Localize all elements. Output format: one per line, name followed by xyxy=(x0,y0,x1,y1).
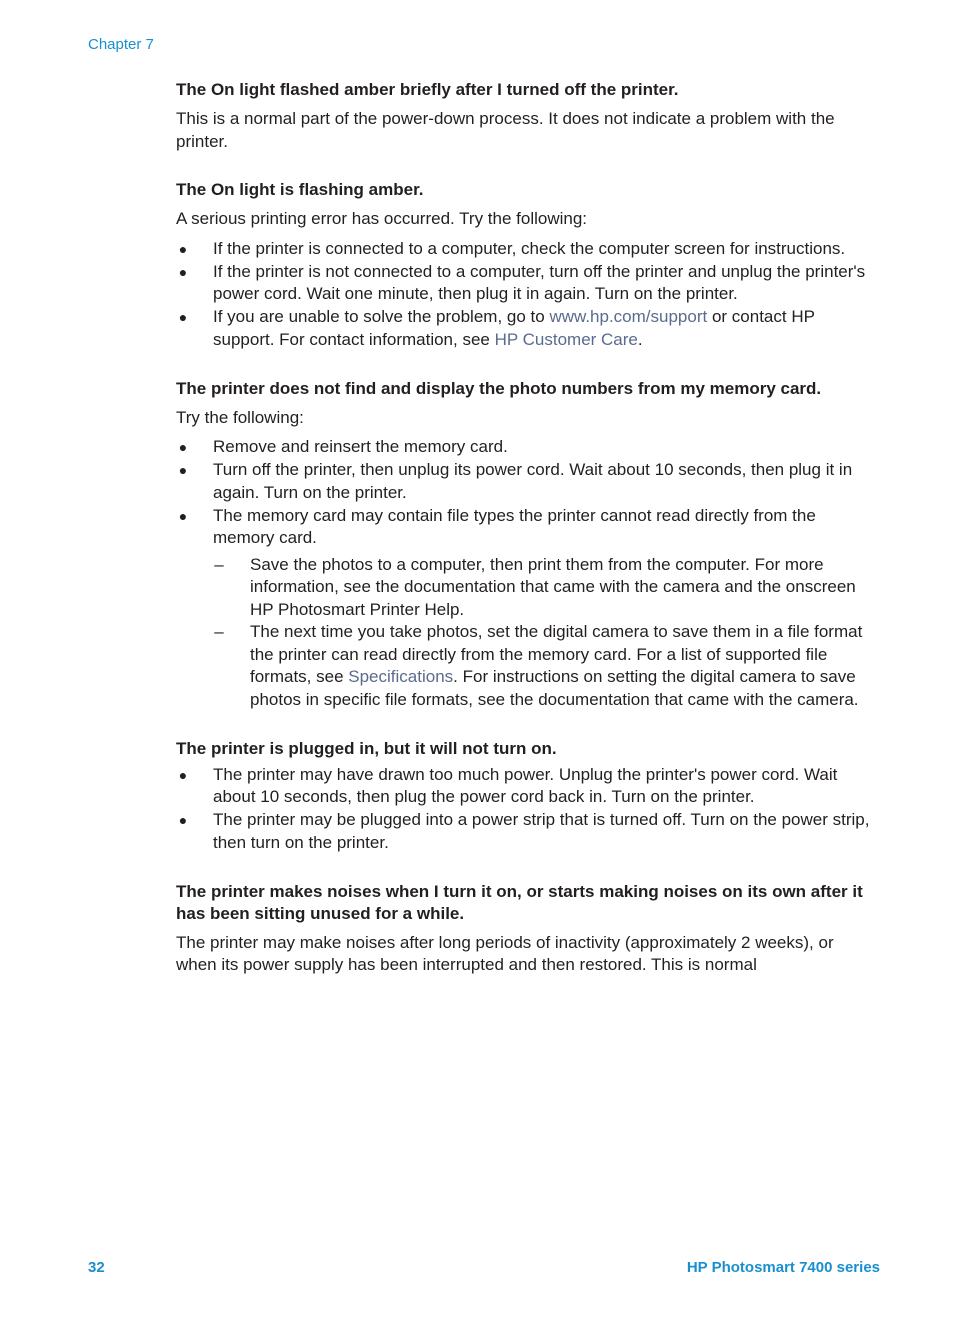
page-number: 32 xyxy=(88,1259,105,1276)
sub-list-item: – Save the photos to a computer, then print them from the computer. For more information, see the documentation that came with the camera and the onscreen HP Photosmart Printer Help. xyxy=(214,554,856,619)
hp-support-link[interactable]: www.hp.com/support xyxy=(549,307,708,326)
list-item: ● The printer may have drawn too much power. Unplug the printer's power cord. Wait about 10 seconds, then plug the power cord back in. Turn on the printer. xyxy=(176,764,876,809)
section-body: The printer may make noises after long periods of inactivity (approximately 2 weeks), or when its power supply has been interrupted and then restored. This is normal xyxy=(176,932,834,974)
list-item: ● Remove and reinsert the memory card. xyxy=(176,436,876,459)
bullet-icon: ● xyxy=(178,240,188,257)
section-heading: The printer does not find and display the photo numbers from my memory card. xyxy=(176,378,822,398)
list-item: ● The printer may be plugged into a power strip that is turned off. Turn on the power strip, then turn on the printer. xyxy=(176,809,876,854)
section-intro: A serious printing error has occurred. Try the following: xyxy=(176,209,588,228)
page-content xyxy=(176,79,876,977)
section-heading: The printer makes noises when I turn it on, or starts making noises on its own after it has been sitting unused for a while. xyxy=(176,881,863,923)
product-name: HP Photosmart 7400 series xyxy=(686,1259,880,1276)
bullet-icon: ● xyxy=(178,812,188,828)
section-heading: The printer is plugged in, but it will not turn on. xyxy=(176,738,557,758)
list-item: ● If you are unable to solve the problem, go to www.hp.com/support or contact HP support. For contact information, see HP Customer Care. xyxy=(176,306,876,351)
specifications-link[interactable]: Specifications xyxy=(348,667,454,686)
chapter-header: Chapter 7 xyxy=(88,36,154,53)
section-heading: The On light is flashing amber. xyxy=(176,180,424,199)
section-body: This is a normal part of the power-down process. It does not indicate a problem with the printer. xyxy=(176,109,835,151)
section-intro: Try the following: xyxy=(176,407,304,427)
dash-icon: – xyxy=(214,622,224,641)
sub-list-item: – The next time you take photos, set the digital camera to save them in a file format the printer can read directly from the memory card. For a list of supported file formats, see Specifications. For instructions on setting the digital camera to save photos in specific file formats, see the documentation that came with the camera. xyxy=(214,622,863,709)
bullet-icon: ● xyxy=(178,507,188,524)
bullet-icon: ● xyxy=(178,263,188,280)
bullet-icon: ● xyxy=(178,309,188,325)
section-heading: The On light flashed amber briefly after I turned off the printer. xyxy=(176,80,679,99)
dash-icon: – xyxy=(214,554,224,574)
hp-customer-care-link[interactable]: HP Customer Care xyxy=(494,329,638,349)
bullet-icon: ● xyxy=(178,462,188,478)
bullet-list xyxy=(176,764,876,855)
bullet-icon: ● xyxy=(178,766,188,783)
list-item: ● If the printer is connected to a computer, check the computer screen for instructions. xyxy=(176,238,876,261)
list-item: ● Turn off the printer, then unplug its power cord. Wait about 10 seconds, then plug it in again. Turn on the printer. xyxy=(176,459,876,504)
list-item: ● If the printer is not connected to a computer, turn off the printer and unplug the printer's power cord. Wait one minute, then plug it in again. Turn on the printer. xyxy=(176,261,876,306)
list-item: ● The memory card may contain file types the printer cannot read directly from the memory card. – Save the photos to a computer, then print them from the computer. For more information, see the documentation that came with the camera and the onscreen HP Photosmart Printer Help. – The next time you take photos, set the digital camera to save them in a file format the printer can read directly from the memory card. For a list of supported file formats, see Specifications. For instructions on setting the digital camera to save photos in specific file formats, see the documentation that came with the camera. xyxy=(176,505,876,712)
sub-list xyxy=(213,554,876,712)
bullet-icon: ● xyxy=(178,439,188,455)
bullet-list xyxy=(176,436,876,711)
bullet-list xyxy=(176,238,876,352)
